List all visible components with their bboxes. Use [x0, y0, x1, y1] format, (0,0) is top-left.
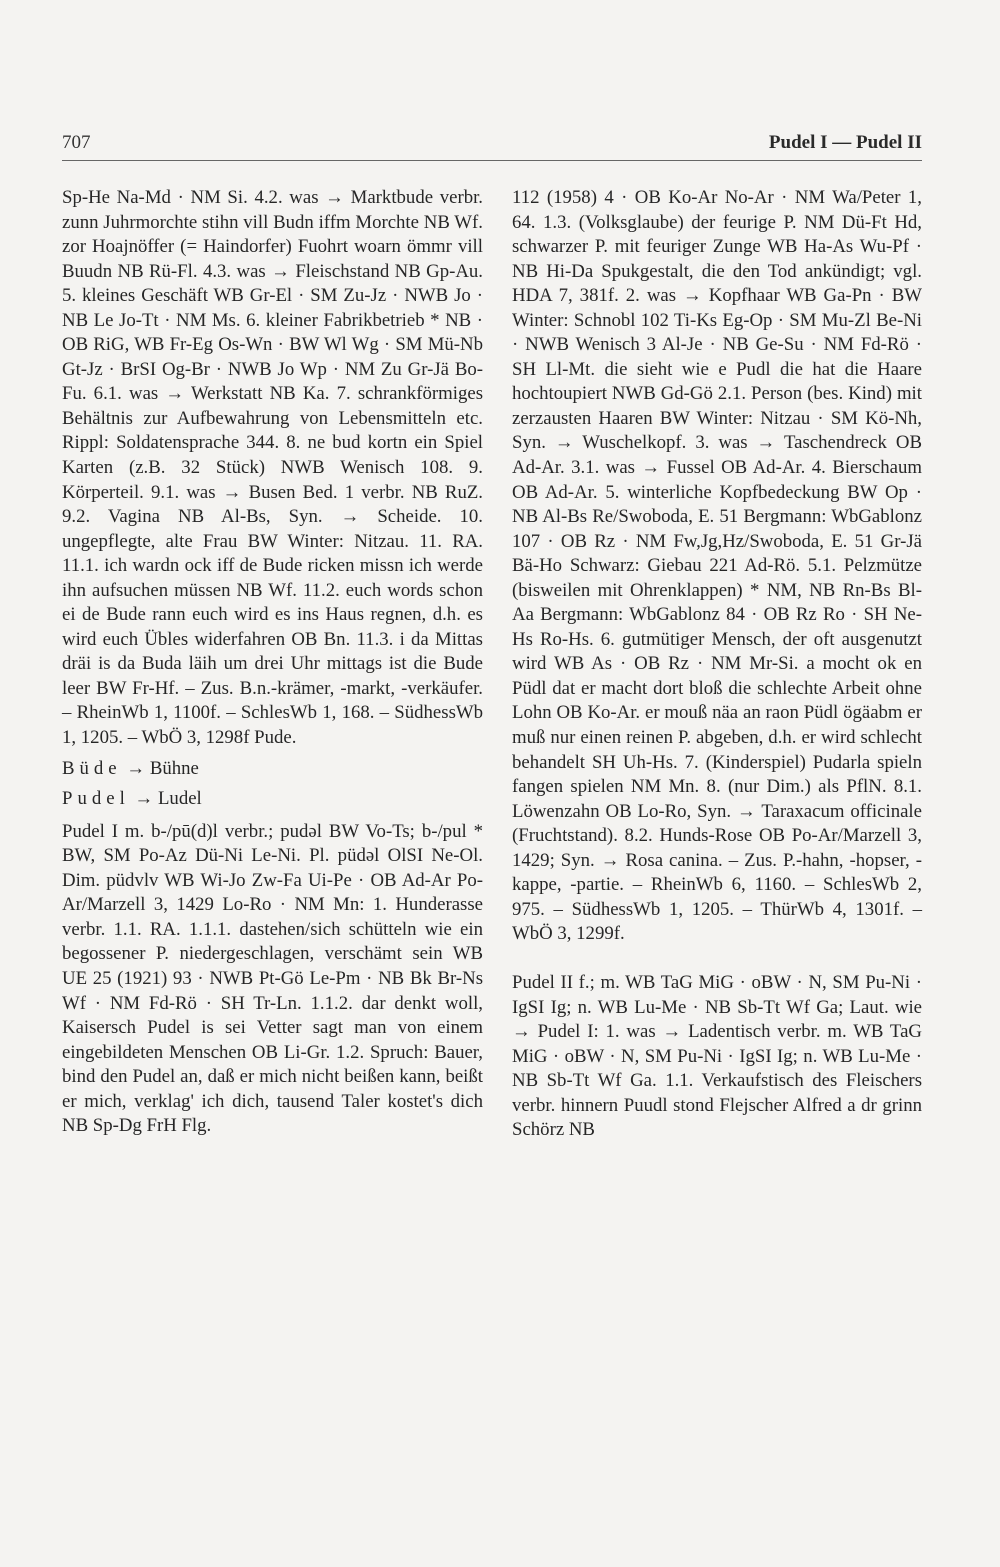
right-column: [512, 186, 922, 1143]
entry-pudel-i: Pudel I m. b-/pū(d)l verbr.; pudəl BW Vo-Ts; b-/pul * BW, SM Po-Az Dü-Ni Le-Ni. Pl. püdəl OlSI Ne-Ol. Dim. püdvlv WB Wi-Jo Zw-Fa Ui-Pe · OB Ad-Ar Po-Ar/Marzell 3, 1429 Lo-Ro · NM Mn: 1. Hunderasse verbr. 1.1. RA. 1.1.1. dastehen/sich schütteln wie ein begossener P. niedergeschlagen, verschämt sein WB UE 25 (1921) 93 · NWB Pt-Gö Le-Pm · NB Bk Br-Ns Wf · NM Fd-Rö · SH Tr-Ln. 1.1.2. dar denkt woll, Kaisersch Pudel is sei Vetter sagt man von einem eingebildeten Menschen OB Li-Gr. 1.2. Spruch: Bauer, bind den Pudel an, daß er mich nicht beißen kann, beißt er mich, verklag' ich dich, tausend Taler kostet's dich NB Sp-Dg FrH Flg.: [62, 820, 483, 1137]
entry-continuation: Sp-He Na-Md · NM Si. 4.2. was → Marktbude verbr. zunn Juhrmorchte stihn vill Budn iffm Morchte NB Wf. zor Hoajnöffer (= Haindorfer) Fuohrt woarn ömmr vill Buudn NB Rü-Fl. 4.3. was → Fleischstand NB Gp-Au. 5. kleines Geschäft WB Gr-El · SM Zu-Jz · NWB Jo · NB Le Jo-Tt · NM Ms. 6. kleiner Fabrikbetrieb * NB · OB RiG, WB Fr-Eg Os-Wn · BW Wl Wg · SM Mü-Nb Gt-Jz · BrSI Og-Br · NWB Jo Wp · NM Zu Gr-Jä Bo-Fu. 6.1. was → Werkstatt NB Ka. 7. schrankförmiges Behältnis zur Aufbewahrung von Lebensmitteln etc. Rippl: Soldatensprache 344. 8. ne bud kortn ein Spiel Karten (z.B. 32 Stück) NWB Wenisch 108. 9. Körperteil. 9.1. was → Busen Bed. 1 verbr. NB RuZ. 9.2. Vagina NB Al-Bs, Syn. → Scheide. 10. ungepflegte, alte Frau BW Winter: Nitzau. 11. RA. 11.1. ich wardn ock iff de Bude ricken missn ich werde ihn aufsuchen müssen NB Wf. 11.2. euch words schon ei de Bude rann euch wird es ins Haus regnen, d.h. es wird euch Übles widerfahren OB Bn. 11.3. i da Mittas dräi is da Buda läih um drei Uhr mittags ist die Bude leer BW Fr-Hf. – Zus. B.n.-krämer, -markt, -verkäufer. – RheinWb 1, 1100f. – SchlesWb 1, 168. – SüdhessWb 1, 1205. – WbÖ 3, 1298f Pude.: [62, 187, 483, 749]
page-number: 707: [62, 132, 91, 153]
page-header: [62, 132, 922, 158]
cross-reference-headword: Büde: [62, 757, 122, 779]
entry-pudel-i-continuation: 112 (1958) 4 · OB Ko-Ar No-Ar · NM Wa/Peter 1, 64. 1.3. (Volksglaube) der feurige P. NM Dü-Ft Hd, schwarzer P. mit feuriger Zunge WB Ha-As Wu-Pf · NB Hi-Da Spukgestalt, die den Tod ankündigt; vgl. HDA 7, 381f. 2. was → Kopfhaar WB Ga-Pn · BW Winter: Schnobl 102 Ti-Ks Eg-Op · SM Mu-Zl Be-Ni · NWB Wenisch 3 Al-Je · NB Ge-Su · NM Fd-Rö · SH Ll-Mt. die sieht wie e Pudl die hat die Haare hochtoupiert NWB Gd-Gö 2.1. Person (bes. Kind) mit zerzausten Haaren BW Winter: Nitzau · SM Kö-Nh, Syn. → Wuschelkopf. 3. was → Taschendreck OB Ad-Ar. 3.1. was → Fussel OB Ad-Ar. 4. Bierschaum OB Ad-Ar. 5. winterliche Kopfbedeckung BW Op · NB Al-Bs Re/Swoboda, E. 51 Bergmann: WbGablonz 107 · OB Rz · NM Fw,Jg,Hz/Swoboda, E. 51 Gr-Jä Bä-Ho Schwarz: Giebau 221 Ad-Rö. 5.1. Pelzmütze (bisweilen mit Ohrenklappen) * NM, NB Rn-Bs Bl-Aa Bergmann: WbGablonz 84 · OB Rz Ro · SH Ne-Hs Ro-Hs. 6. gutmütiger Mensch, der oft ausgenutzt wird WB As · OB Rz · NM Mr-Si. a mocht ok en Püdl dat er macht dort bloß die schlechte Arbeit ohne Lohn OB Ko-Ar. er mouß näa an raon Püdl ögäabm er muß nur einen reinen P. abgeben, d.h. er wird schlecht behandelt SH Uh-Hs. 7. (Kinderspiel) Pudarla spieln fangen spielen NM Mn. 8. (nur Dim.) als PflN. 8.1. Löwenzahn OB Lo-Ro, Syn. → Taraxacum officinale (Fruchtstand). 8.2. Hunds-Rose OB Po-Ar/Marzell 3, 1429; Syn. → Rosa canina. – Zus. P.-hahn, -hopser, -kappe, -partie. – RheinWb 6, 1160. – SchlesWb 2, 975. – SüdhessWb 1, 1205. – ThürWb 4, 1301f. – WbÖ 3, 1299f.: [512, 187, 922, 945]
running-title: Pudel I — Pudel II: [768, 132, 922, 153]
entry-pudel-ii: Pudel II f.; m. WB TaG MiG · oBW · N, SM Pu-Ni · IgSI Ig; n. WB Lu-Me · NB Sb-Tt Wf Ga; Laut. wie → Pudel I: 1. was → Ladentisch verbr. m. WB TaG MiG · oBW · N, SM Pu-Ni · IgSI Ig; n. WB Lu-Me · NB Sb-Tt Wf Ga. 1.1. Verkaufstisch des Fleischers verbr. hinnern Puudl stond Flejscher Alfred a dr grinn Schörz NB: [512, 971, 922, 1141]
cross-reference: [62, 787, 483, 812]
cross-reference-headword: Pudel: [62, 788, 130, 810]
cross-reference-target: → Bühne: [126, 757, 199, 779]
header-rule: [62, 160, 922, 161]
left-column: [62, 186, 483, 1139]
cross-reference: [62, 757, 483, 782]
cross-reference-target: → Ludel: [134, 788, 202, 810]
